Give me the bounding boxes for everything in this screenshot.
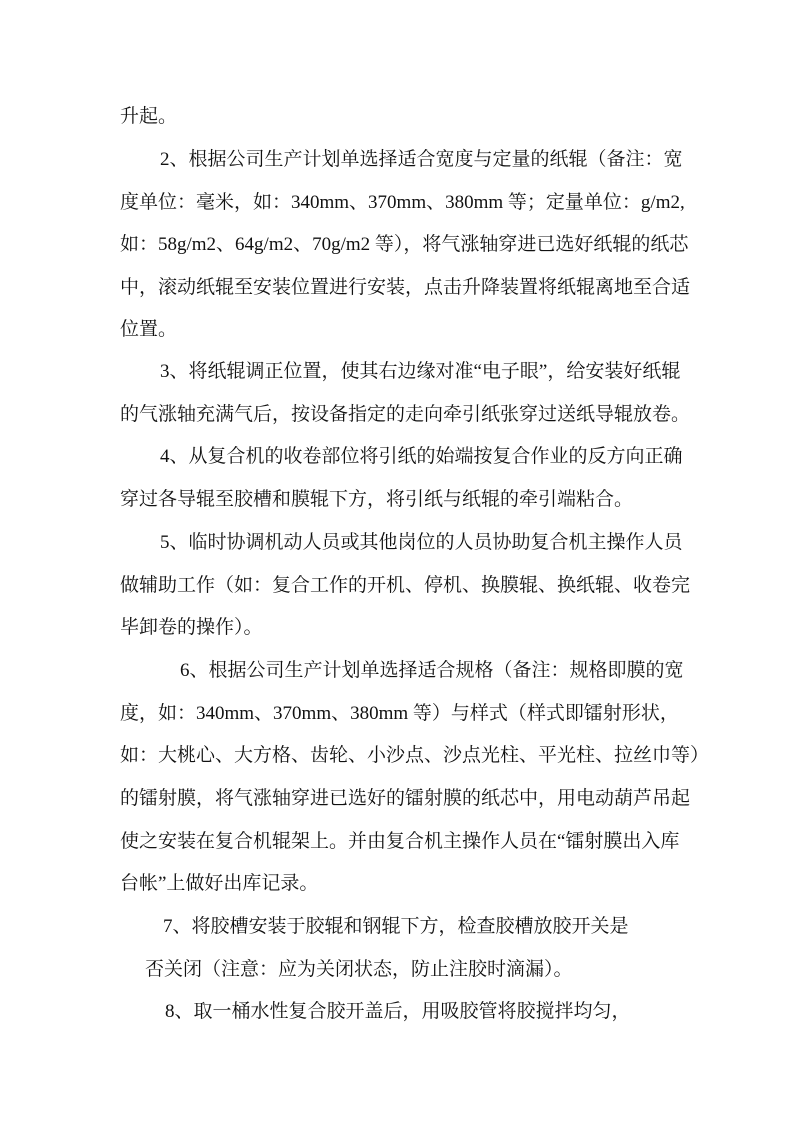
text-line: 如：58g/m2、64g/m2、70g/m2 等），将气涨轴穿进已选好纸辊的纸芯 bbox=[120, 234, 689, 255]
text-line: 使之安装在复合机辊架上。并由复合机主操作人员在“镭射膜出入库 bbox=[120, 831, 680, 852]
paragraph-3-line: 3、将纸辊调正位置，使其右边缘对准“电子眼”，给安装好纸辊 bbox=[160, 361, 681, 382]
text-line: 升起。 bbox=[120, 106, 178, 127]
text-line: 否关闭（注意：应为关闭状态，防止注胶时滴漏）。 bbox=[145, 959, 573, 980]
text-line: 的镭射膜，将气涨轴穿进已选好的镭射膜的纸芯中，用电动葫芦吊起 bbox=[120, 788, 691, 809]
paragraph-7-line: 7、将胶槽安装于胶辊和钢辊下方，检查胶槽放胶开关是 bbox=[163, 916, 629, 937]
text-line: 的气涨轴充满气后，按设备指定的走向牵引纸张穿过送纸导辊放卷。 bbox=[120, 404, 691, 425]
text-line: 台帐”上做好出库记录。 bbox=[120, 873, 319, 894]
text-line: 位置。 bbox=[120, 319, 178, 340]
paragraph-5-line: 5、临时协调机动人员或其他岗位的人员协助复合机主操作人员 bbox=[160, 532, 683, 553]
text-line: 度单位：毫米，如：340mm、370mm、380mm 等；定量单位：g/m2, bbox=[120, 192, 685, 213]
text-line: 如：大桃心、大方格、齿轮、小沙点、沙点光柱、平光柱、拉丝巾等） bbox=[120, 745, 710, 766]
text-line: 度，如：340mm、370mm、380mm 等）与样式（样式即镭射形状， bbox=[120, 703, 679, 724]
text-line: 穿过各导辊至胶槽和膜辊下方，将引纸与纸辊的牵引端粘合。 bbox=[120, 489, 634, 510]
text-line: 毕卸卷的操作）。 bbox=[120, 617, 263, 638]
paragraph-4-line: 4、从复合机的收卷部位将引纸的始端按复合作业的反方向正确 bbox=[160, 446, 683, 467]
text-line: 做辅助工作（如：复合工作的开机、停机、换膜辊、换纸辊、收卷完 bbox=[120, 575, 691, 596]
paragraph-2-line: 2、根据公司生产计划单选择适合宽度与定量的纸辊（备注：宽 bbox=[160, 149, 683, 170]
paragraph-6-line: 6、根据公司生产计划单选择适合规格（备注：规格即膜的宽 bbox=[180, 660, 684, 681]
text-line: 中，滚动纸辊至安装位置进行安装，点击升降装置将纸辊离地至合适 bbox=[120, 277, 691, 298]
paragraph-8-line: 8、取一桶水性复合胶开盖后，用吸胶管将胶搅拌均匀， bbox=[165, 1001, 631, 1022]
